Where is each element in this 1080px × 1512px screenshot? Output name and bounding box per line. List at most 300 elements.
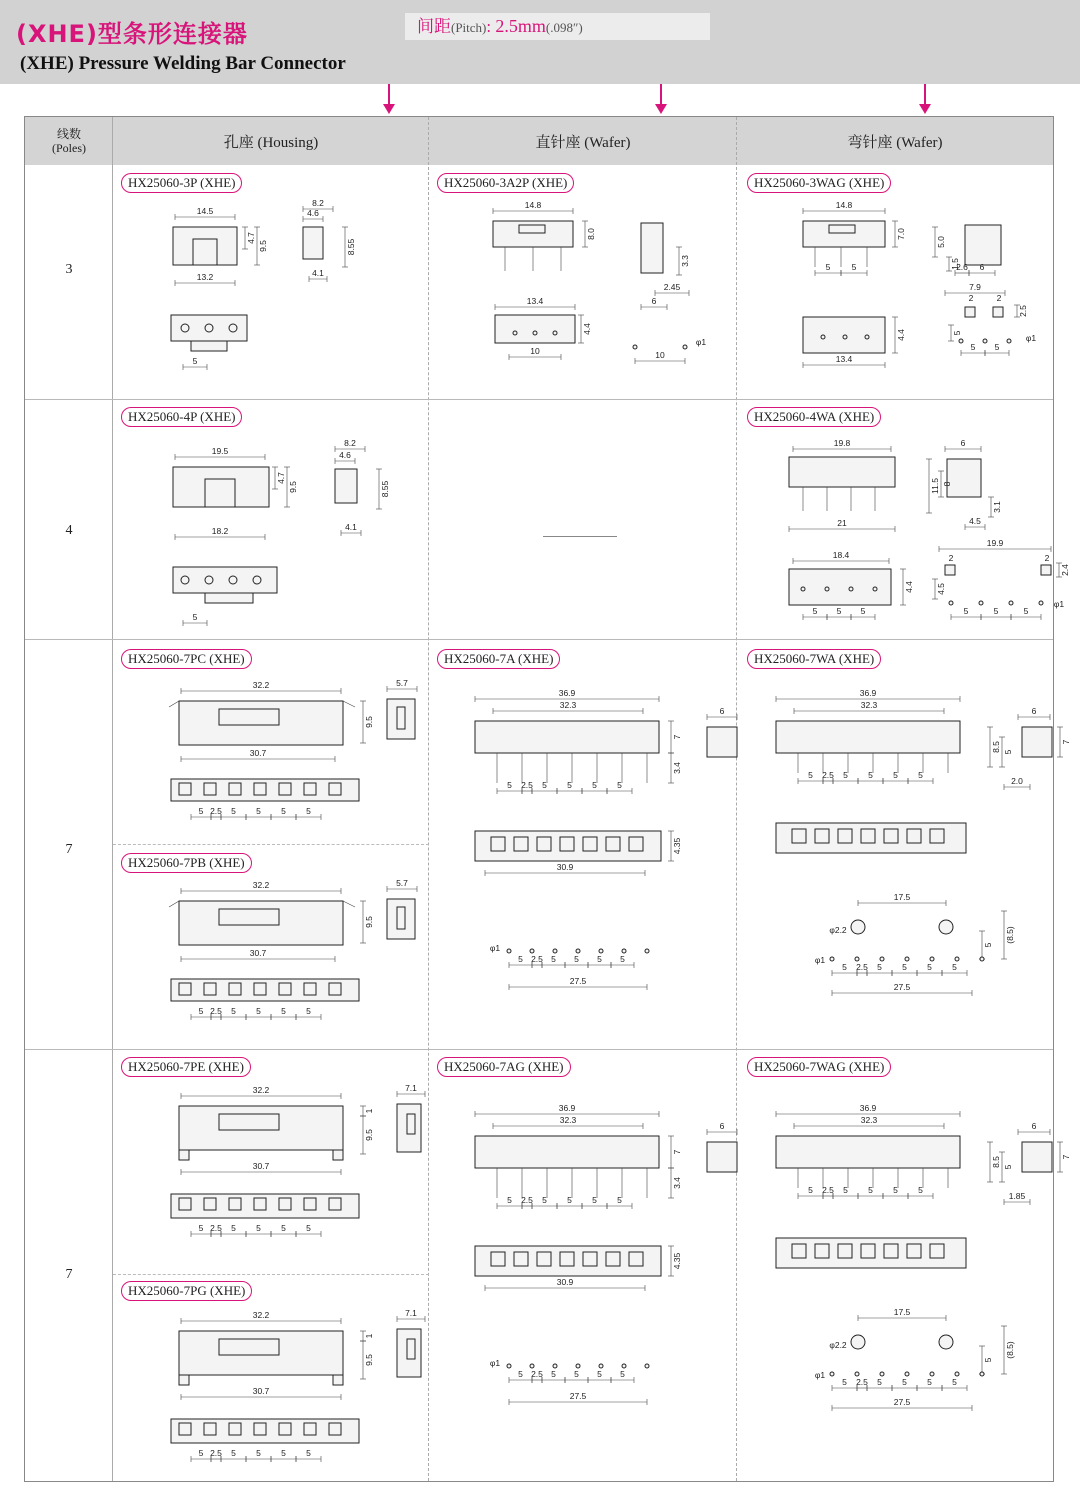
dimension-label: 5 bbox=[256, 1006, 261, 1016]
pin-hole bbox=[513, 331, 517, 335]
pin-hole bbox=[253, 576, 261, 584]
header-housing: 孔座 (Housing) bbox=[223, 134, 319, 151]
dimension-label: 5 bbox=[860, 606, 866, 616]
dimension-label: 32.3 bbox=[559, 700, 577, 710]
drawing-outline bbox=[514, 837, 528, 851]
dimension-label: 5 bbox=[256, 1223, 261, 1233]
dimension-label: 5 bbox=[192, 612, 198, 622]
dimension-label: 5 bbox=[952, 962, 957, 972]
drawing-3p bbox=[135, 197, 435, 387]
drawing-outline bbox=[907, 1244, 921, 1258]
dimension-label: 5 bbox=[994, 342, 1000, 352]
top-banner bbox=[0, 0, 1080, 84]
pin-hole bbox=[1039, 601, 1043, 605]
drawing-outline bbox=[707, 727, 737, 757]
dimension-label: 5 bbox=[306, 806, 311, 816]
dimension-label: 14.8 bbox=[835, 200, 853, 210]
dimension-label: φ1 bbox=[489, 943, 501, 953]
drawing-outline bbox=[254, 1198, 266, 1210]
arrow-down-icon bbox=[382, 84, 396, 116]
dimension-label: 1 bbox=[364, 1108, 374, 1114]
drawing-outline bbox=[179, 783, 191, 795]
dimension-label: 9.5 bbox=[258, 240, 268, 252]
drawing-outline bbox=[179, 983, 191, 995]
drawing-outline bbox=[333, 1150, 343, 1160]
dimension-label: 5 bbox=[808, 1185, 813, 1195]
drawing-outline bbox=[1022, 1142, 1052, 1172]
drawing-outline bbox=[1022, 727, 1052, 757]
drawing-outline bbox=[947, 459, 981, 497]
dimension-label: 5 bbox=[902, 962, 907, 972]
dimension-label: 5 bbox=[281, 1006, 286, 1016]
part-label-7wa: HX25060-7WA (XHE) bbox=[747, 649, 881, 669]
pin-hole bbox=[507, 949, 511, 953]
dimension-label: 2.5 bbox=[856, 1377, 868, 1387]
pin-hole bbox=[905, 957, 909, 961]
row-poles: 7 bbox=[65, 1267, 73, 1282]
pin-hole bbox=[683, 345, 687, 349]
drawing-7wag bbox=[750, 1092, 1071, 1452]
dimension-label: 9.5 bbox=[364, 1129, 374, 1141]
drawing-outline bbox=[907, 829, 921, 843]
dimension-label: 5 bbox=[877, 962, 882, 972]
drawing-7wa bbox=[750, 687, 1071, 1007]
drawing-outline bbox=[776, 1136, 960, 1168]
pin-hole bbox=[229, 324, 237, 332]
pin-hole bbox=[849, 587, 853, 591]
dimension-label: 5 bbox=[842, 1377, 847, 1387]
drawing-outline bbox=[329, 783, 341, 795]
dimension-label: 5 bbox=[198, 1223, 204, 1233]
dimension-label: 5 bbox=[843, 1185, 848, 1195]
dimension-label: 5 bbox=[842, 962, 847, 972]
pitch-inch: (.098″) bbox=[545, 20, 583, 35]
dimension-label: 32.2 bbox=[252, 1085, 270, 1095]
dimension-label: 8 bbox=[942, 481, 952, 487]
dimension-label: 5 bbox=[843, 770, 848, 780]
part-label-4wa: HX25060-4WA (XHE) bbox=[747, 407, 881, 427]
drawing-outline bbox=[945, 565, 955, 575]
pin-hole bbox=[599, 949, 603, 953]
dimension-label: φ1 bbox=[695, 337, 707, 347]
dimension-label: 5 bbox=[993, 606, 999, 616]
dimension-label: 2.5 bbox=[1018, 305, 1028, 317]
dimension-label: 3.1 bbox=[992, 501, 1002, 513]
dimension-label: 27.5 bbox=[893, 1397, 911, 1407]
dimension-label: 5 bbox=[617, 1195, 622, 1205]
drawing-outline bbox=[560, 1252, 574, 1266]
dimension-label: 30.7 bbox=[252, 1386, 270, 1396]
dimension-label: 10 bbox=[530, 346, 540, 356]
dimension-label: 18.4 bbox=[832, 550, 850, 560]
dimension-label: 5 bbox=[970, 342, 976, 352]
drawing-outline bbox=[537, 837, 551, 851]
row-poles: 4 bbox=[65, 523, 73, 538]
dimension-label: 5 bbox=[198, 806, 204, 816]
dimension-label: 5 bbox=[918, 1185, 923, 1195]
drawing-outline bbox=[884, 1244, 898, 1258]
dimension-label: 17.5 bbox=[893, 1307, 911, 1317]
drawing-outline bbox=[219, 1114, 279, 1130]
pin-hole bbox=[930, 1372, 934, 1376]
dimension-label: 6 bbox=[719, 706, 725, 716]
dimension-label: 5 bbox=[851, 262, 857, 272]
dimension-label: 11.5 bbox=[930, 478, 940, 494]
dimension-label: 2.5 bbox=[210, 806, 222, 816]
dimension-label: 2.45 bbox=[663, 282, 681, 292]
drawing-outline bbox=[884, 829, 898, 843]
dimension-label: 5 bbox=[281, 806, 286, 816]
dimension-label: 19.8 bbox=[833, 438, 851, 448]
dimension-label: 5 bbox=[620, 954, 625, 964]
dimension-label: 2.5 bbox=[822, 770, 834, 780]
drawing-outline bbox=[641, 223, 663, 273]
drawing-outline bbox=[829, 225, 855, 233]
pin-hole bbox=[553, 1364, 557, 1368]
dimension-label: 5 bbox=[231, 806, 236, 816]
drawing-4p bbox=[135, 437, 435, 637]
header-poles-cn: 线数 bbox=[56, 127, 81, 141]
dimension-label: 5 bbox=[507, 780, 512, 790]
dimension-label: 7.0 bbox=[896, 228, 906, 240]
dimension-label: 5 bbox=[551, 954, 556, 964]
dimension-label: 5 bbox=[306, 1223, 311, 1233]
dimension-label: 8.5 bbox=[991, 1156, 1001, 1168]
dimension-label: 13.4 bbox=[835, 354, 853, 364]
pin-hole bbox=[825, 587, 829, 591]
pin-hole bbox=[949, 601, 953, 605]
dimension-label: (8.5) bbox=[1005, 926, 1015, 944]
dimension-label: 6 bbox=[1031, 706, 1037, 716]
pin-hole bbox=[880, 1372, 884, 1376]
dimension-label: 5 bbox=[952, 1377, 957, 1387]
pitch-colon: : bbox=[486, 17, 492, 36]
dimension-label: 5 bbox=[868, 1185, 873, 1195]
dimension-label: 8.55 bbox=[346, 238, 356, 256]
dimension-label: 6 bbox=[1031, 1121, 1037, 1131]
dimension-label: 5 bbox=[574, 954, 579, 964]
dimension-label: 5 bbox=[542, 780, 547, 790]
sub-row-divider bbox=[113, 1274, 429, 1275]
pitch-label: 间距 bbox=[417, 17, 451, 36]
dimension-label: 5 bbox=[902, 1377, 907, 1387]
dimension-label: 4.4 bbox=[582, 323, 592, 335]
drawing-outline bbox=[279, 783, 291, 795]
dimension-label: 5 bbox=[812, 606, 818, 616]
pin-hole bbox=[530, 949, 534, 953]
dimension-label: 4.35 bbox=[672, 837, 682, 855]
dimension-label: 5 bbox=[281, 1448, 286, 1458]
arrow-down-icon bbox=[654, 84, 668, 116]
drawing-outline bbox=[204, 1198, 216, 1210]
drawing-outline bbox=[475, 721, 659, 753]
dimension-label: 4.6 bbox=[307, 208, 319, 218]
drawing-outline bbox=[583, 837, 597, 851]
dimension-label: 2.5 bbox=[856, 962, 868, 972]
dimension-label: 27.5 bbox=[569, 1391, 587, 1401]
dimension-label: 5 bbox=[1023, 606, 1029, 616]
drawing-outline bbox=[815, 1244, 829, 1258]
drawing-outline bbox=[254, 1423, 266, 1435]
dimension-label: 2 bbox=[1044, 553, 1050, 563]
dimension-label: 4.7 bbox=[246, 232, 256, 244]
drawing-outline bbox=[254, 783, 266, 795]
dimension-label: 5 bbox=[836, 606, 842, 616]
drawing-outline bbox=[193, 239, 217, 265]
pin-hole bbox=[955, 957, 959, 961]
pin-hole bbox=[205, 324, 213, 332]
dimension-label: 4.4 bbox=[904, 581, 914, 593]
drawing-outline bbox=[965, 307, 975, 317]
pin-hole bbox=[939, 920, 953, 934]
pitch-sub: (Pitch) bbox=[451, 20, 487, 35]
dimension-label: 4.5 bbox=[969, 516, 981, 526]
pin-hole bbox=[576, 949, 580, 953]
dimension-label: 6 bbox=[979, 262, 985, 272]
pin-hole bbox=[905, 1372, 909, 1376]
pin-hole bbox=[830, 1372, 834, 1376]
dimension-label: 5 bbox=[198, 1448, 204, 1458]
dimension-label: 2.5 bbox=[210, 1223, 222, 1233]
drawing-outline bbox=[475, 1136, 659, 1168]
dimension-label: 8.55 bbox=[380, 480, 390, 498]
drawing-outline bbox=[815, 829, 829, 843]
row-poles: 3 bbox=[65, 262, 73, 277]
dimension-line bbox=[169, 701, 179, 707]
dimension-label: 32.3 bbox=[860, 700, 878, 710]
dimension-label: 9.5 bbox=[364, 1354, 374, 1366]
pin-hole bbox=[1007, 339, 1011, 343]
dimension-label: 5 bbox=[507, 1195, 512, 1205]
table-header bbox=[25, 117, 1053, 165]
column-divider bbox=[736, 117, 737, 1481]
row-divider bbox=[25, 1049, 1053, 1050]
dimension-label: 5 bbox=[893, 770, 898, 780]
dimension-label: 5 bbox=[927, 1377, 932, 1387]
drawing-outline bbox=[993, 307, 1003, 317]
pin-hole bbox=[645, 949, 649, 953]
drawing-outline bbox=[519, 225, 545, 233]
dimension-label: 5 bbox=[868, 770, 873, 780]
drawing-outline bbox=[179, 1198, 191, 1210]
drawing-outline bbox=[491, 1252, 505, 1266]
dimension-label: 19.5 bbox=[211, 446, 229, 456]
drawing-outline bbox=[930, 1244, 944, 1258]
drawing-outline bbox=[583, 1252, 597, 1266]
drawing-outline bbox=[560, 837, 574, 851]
drawing-outline bbox=[792, 829, 806, 843]
drawing-outline bbox=[407, 1114, 415, 1134]
product-table bbox=[24, 116, 1071, 1482]
dimension-label: 5 bbox=[231, 1006, 236, 1016]
dimension-label: 30.7 bbox=[249, 948, 267, 958]
dimension-label: 13.2 bbox=[196, 272, 214, 282]
dimension-label: 5 bbox=[877, 1377, 882, 1387]
dimension-label: 5.7 bbox=[396, 878, 408, 888]
drawing-outline bbox=[229, 783, 241, 795]
dimension-label: 27.5 bbox=[569, 976, 587, 986]
part-label-7a: HX25060-7A (XHE) bbox=[437, 649, 560, 669]
drawing-outline bbox=[229, 983, 241, 995]
dimension-label: 8.2 bbox=[344, 438, 356, 448]
dimension-label: 5 bbox=[567, 1195, 572, 1205]
dimension-line bbox=[343, 901, 355, 907]
dimension-label: 5 bbox=[983, 1357, 993, 1363]
dimension-label: 32.3 bbox=[559, 1115, 577, 1125]
part-label-3a2p: HX25060-3A2P (XHE) bbox=[437, 173, 574, 193]
dimension-label: 27.5 bbox=[893, 982, 911, 992]
dimension-label: 5 bbox=[983, 942, 993, 948]
drawing-outline bbox=[204, 983, 216, 995]
page-title-en: (XHE) Pressure Welding Bar Connector bbox=[20, 53, 346, 74]
dimension-label: 2.5 bbox=[521, 1195, 533, 1205]
dimension-label: 3.3 bbox=[680, 255, 690, 267]
pin-hole bbox=[979, 601, 983, 605]
dimension-label: 5 bbox=[592, 780, 597, 790]
pin-hole bbox=[830, 957, 834, 961]
dimension-label: 5 bbox=[518, 954, 523, 964]
drawing-7a bbox=[445, 687, 735, 1007]
dimension-label: φ1 bbox=[489, 1358, 501, 1368]
dimension-label: 5 bbox=[518, 1369, 523, 1379]
row-divider bbox=[25, 399, 1053, 400]
dimension-label: 7 bbox=[1061, 739, 1071, 745]
dimension-label: 5 bbox=[918, 770, 923, 780]
drawing-outline bbox=[205, 479, 235, 507]
pin-hole bbox=[930, 957, 934, 961]
dimension-label: 5 bbox=[256, 1448, 261, 1458]
dimension-label: 8.0 bbox=[586, 228, 596, 240]
drawing-outline bbox=[279, 1198, 291, 1210]
dimension-label: 2.0 bbox=[1011, 776, 1023, 786]
pin-hole bbox=[983, 339, 987, 343]
arrow-down-icon bbox=[918, 84, 932, 116]
pin-hole bbox=[955, 1372, 959, 1376]
dimension-label: 5 bbox=[231, 1223, 236, 1233]
drawing-7pb bbox=[135, 877, 425, 1037]
drawing-outline bbox=[329, 1198, 341, 1210]
part-label-7ag: HX25060-7AG (XHE) bbox=[437, 1057, 571, 1077]
part-label-7pe: HX25060-7PE (XHE) bbox=[121, 1057, 251, 1077]
dimension-label: 5 bbox=[542, 1195, 547, 1205]
empty-cell-dash bbox=[543, 536, 617, 537]
dimension-label: 4.6 bbox=[339, 450, 351, 460]
dimension-label: 10 bbox=[655, 350, 665, 360]
dimension-label: 4.1 bbox=[345, 522, 357, 532]
pin-hole bbox=[855, 1372, 859, 1376]
dimension-label: 36.9 bbox=[859, 688, 877, 698]
dimension-label: 7 bbox=[672, 734, 682, 740]
dimension-label: 13.4 bbox=[526, 296, 544, 306]
dimension-label: 30.7 bbox=[249, 748, 267, 758]
drawing-outline bbox=[229, 1423, 241, 1435]
dimension-label: 32.3 bbox=[860, 1115, 878, 1125]
sub-row-divider bbox=[113, 844, 429, 845]
pin-hole bbox=[633, 345, 637, 349]
header-poles bbox=[25, 117, 113, 165]
dimension-label: 1.85 bbox=[1008, 1191, 1026, 1201]
drawing-outline bbox=[204, 783, 216, 795]
drawing-7pc bbox=[135, 677, 425, 837]
dimension-label: 36.9 bbox=[558, 688, 576, 698]
drawing-outline bbox=[304, 1198, 316, 1210]
header-poles-en: (Poles) bbox=[52, 141, 86, 155]
pin-hole bbox=[959, 339, 963, 343]
dimension-label: 5 bbox=[192, 356, 198, 366]
dimension-label: 30.7 bbox=[252, 1161, 270, 1171]
dimension-label: 8.5 bbox=[991, 741, 1001, 753]
pin-hole bbox=[939, 1335, 953, 1349]
dimension-label: 36.9 bbox=[859, 1103, 877, 1113]
dimension-label: 7.9 bbox=[969, 282, 981, 292]
dimension-label: 5 bbox=[574, 1369, 579, 1379]
drawing-outline bbox=[606, 837, 620, 851]
dimension-label: 2.5 bbox=[210, 1006, 222, 1016]
pin-hole bbox=[599, 1364, 603, 1368]
drawing-outline bbox=[179, 1423, 191, 1435]
drawing-outline bbox=[219, 709, 279, 725]
dimension-label: 14.5 bbox=[196, 206, 214, 216]
drawing-outline bbox=[707, 1142, 737, 1172]
page-title-cn: (XHE)型条形连接器 bbox=[16, 20, 248, 48]
pin-hole bbox=[205, 576, 213, 584]
pin-hole bbox=[553, 331, 557, 335]
dimension-label: 5 bbox=[617, 780, 622, 790]
dimension-label: 18.2 bbox=[211, 526, 229, 536]
dimension-label: φ2.2 bbox=[829, 925, 847, 935]
dimension-label: 30.9 bbox=[556, 1277, 574, 1287]
pin-hole bbox=[507, 1364, 511, 1368]
drawing-outline bbox=[205, 593, 253, 603]
drawing-outline bbox=[397, 707, 405, 729]
drawing-outline bbox=[179, 1375, 189, 1385]
dimension-label: 4.4 bbox=[896, 329, 906, 341]
dimension-label: 5 bbox=[620, 1369, 625, 1379]
dimension-label: 7 bbox=[1061, 1154, 1071, 1160]
dimension-label: 8.2 bbox=[312, 198, 324, 208]
dimension-label: 7 bbox=[672, 1149, 682, 1155]
pin-hole bbox=[622, 949, 626, 953]
drawing-outline bbox=[219, 1339, 279, 1355]
dimension-label: 5 bbox=[808, 770, 813, 780]
drawing-outline bbox=[229, 1198, 241, 1210]
drawing-3a2p bbox=[445, 197, 735, 387]
dimension-label: 14.8 bbox=[524, 200, 542, 210]
pin-hole bbox=[801, 587, 805, 591]
pin-hole bbox=[851, 920, 865, 934]
dimension-label: φ1 bbox=[1025, 333, 1037, 343]
drawing-outline bbox=[606, 1252, 620, 1266]
drawing-outline bbox=[776, 721, 960, 753]
drawing-outline bbox=[930, 829, 944, 843]
pin-hole bbox=[229, 576, 237, 584]
dimension-label: 5 bbox=[231, 1448, 236, 1458]
pin-hole bbox=[865, 335, 869, 339]
dimension-label: 1 bbox=[364, 1333, 374, 1339]
drawing-outline bbox=[179, 1150, 189, 1160]
drawing-7pe bbox=[135, 1082, 425, 1262]
dimension-label: 5.0 bbox=[936, 236, 946, 248]
pin-hole bbox=[181, 576, 189, 584]
dimension-label: 9.5 bbox=[364, 916, 374, 928]
dimension-label: 5 bbox=[567, 780, 572, 790]
dimension-label: 5 bbox=[597, 954, 602, 964]
drawing-outline bbox=[219, 909, 279, 925]
pin-hole bbox=[855, 957, 859, 961]
dimension-label: 32.2 bbox=[252, 880, 270, 890]
dimension-label: 2.5 bbox=[521, 780, 533, 790]
drawing-outline bbox=[279, 983, 291, 995]
